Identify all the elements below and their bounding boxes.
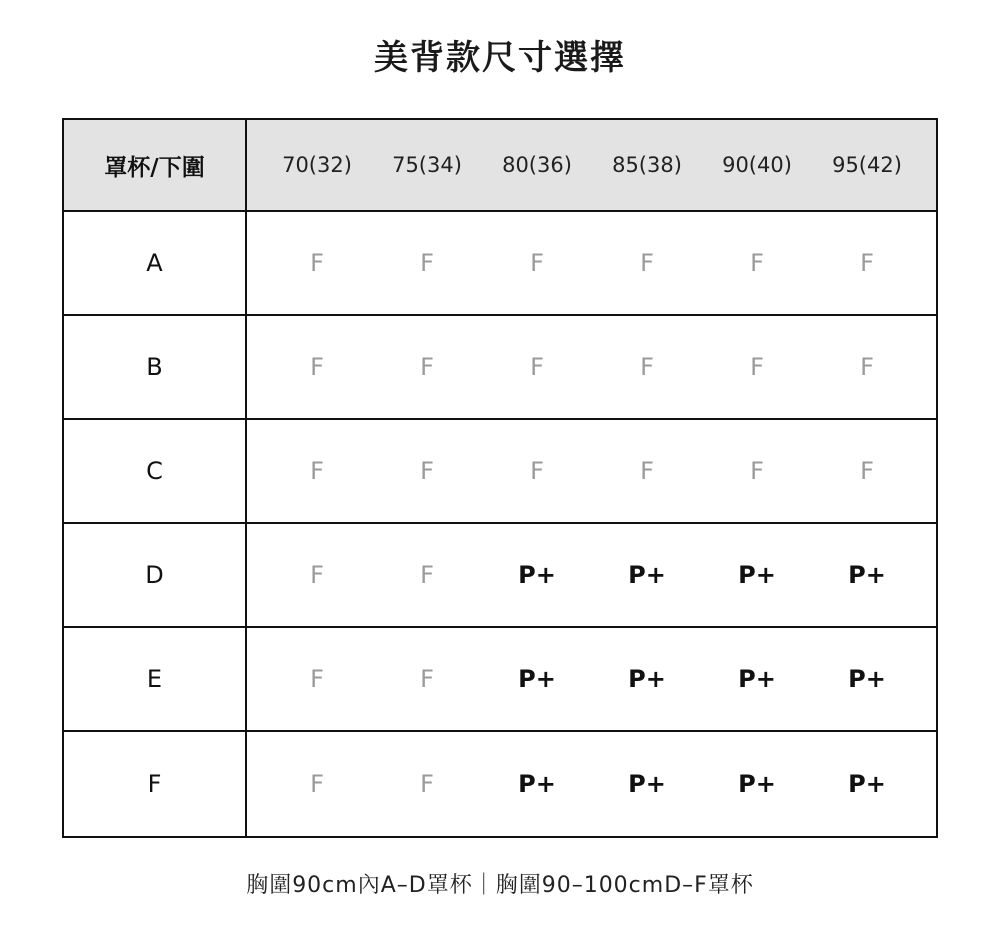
- table-row: [64, 316, 936, 420]
- size-cell: F: [530, 249, 544, 277]
- size-cell: P+: [628, 561, 666, 589]
- size-cell: F: [310, 457, 324, 485]
- size-cell: F: [750, 457, 764, 485]
- size-cell: F: [640, 249, 654, 277]
- column-header: 75(34): [392, 153, 462, 177]
- column-header: 90(40): [722, 153, 792, 177]
- size-cell: F: [420, 665, 434, 693]
- size-cell: F: [310, 561, 324, 589]
- cup-size-label: B: [64, 316, 247, 418]
- table-row: [64, 732, 936, 836]
- size-cell: F: [640, 457, 654, 485]
- page-title: 美背款尺寸選擇: [374, 38, 626, 78]
- size-cell: F: [860, 457, 874, 485]
- size-cell: P+: [848, 770, 886, 798]
- cup-size-label: A: [64, 212, 247, 314]
- footnote: 胸圍90cm內A–D罩杯｜胸圍90–100cmD–F罩杯: [246, 873, 754, 898]
- size-cell: F: [860, 353, 874, 381]
- size-cell: F: [420, 249, 434, 277]
- table-row: [64, 212, 936, 316]
- size-cell: F: [310, 770, 324, 798]
- table-header-row: [64, 120, 936, 212]
- size-cell: F: [640, 353, 654, 381]
- column-header: 85(38): [612, 153, 682, 177]
- cup-size-label: E: [64, 628, 247, 730]
- column-header: 80(36): [502, 153, 572, 177]
- cup-size-label: D: [64, 524, 247, 626]
- size-cell: F: [530, 353, 544, 381]
- size-cell: F: [530, 457, 544, 485]
- size-cell: P+: [518, 561, 556, 589]
- size-cell: F: [310, 665, 324, 693]
- size-cell: F: [420, 457, 434, 485]
- size-cell: P+: [518, 665, 556, 693]
- cup-size-label: C: [64, 420, 247, 522]
- size-cell: P+: [518, 770, 556, 798]
- size-cell: P+: [738, 561, 776, 589]
- size-cell: P+: [848, 561, 886, 589]
- column-header: 70(32): [282, 153, 352, 177]
- size-cell: P+: [628, 665, 666, 693]
- size-cell: P+: [628, 770, 666, 798]
- size-chart-table: [62, 118, 938, 838]
- size-cell: P+: [848, 665, 886, 693]
- cup-size-label: F: [64, 732, 247, 836]
- size-cell: F: [750, 353, 764, 381]
- size-cell: F: [420, 561, 434, 589]
- size-cell: F: [420, 353, 434, 381]
- size-cell: F: [860, 249, 874, 277]
- size-cell: F: [420, 770, 434, 798]
- table-row: [64, 524, 936, 628]
- size-cell: F: [750, 249, 764, 277]
- column-header: 95(42): [832, 153, 902, 177]
- size-cell: P+: [738, 665, 776, 693]
- table-row: [64, 628, 936, 732]
- corner-header-label: 罩杯/下圍: [64, 120, 247, 210]
- size-cell: P+: [738, 770, 776, 798]
- size-cell: F: [310, 353, 324, 381]
- table-row: [64, 420, 936, 524]
- size-cell: F: [310, 249, 324, 277]
- band-size-headers: [247, 120, 936, 210]
